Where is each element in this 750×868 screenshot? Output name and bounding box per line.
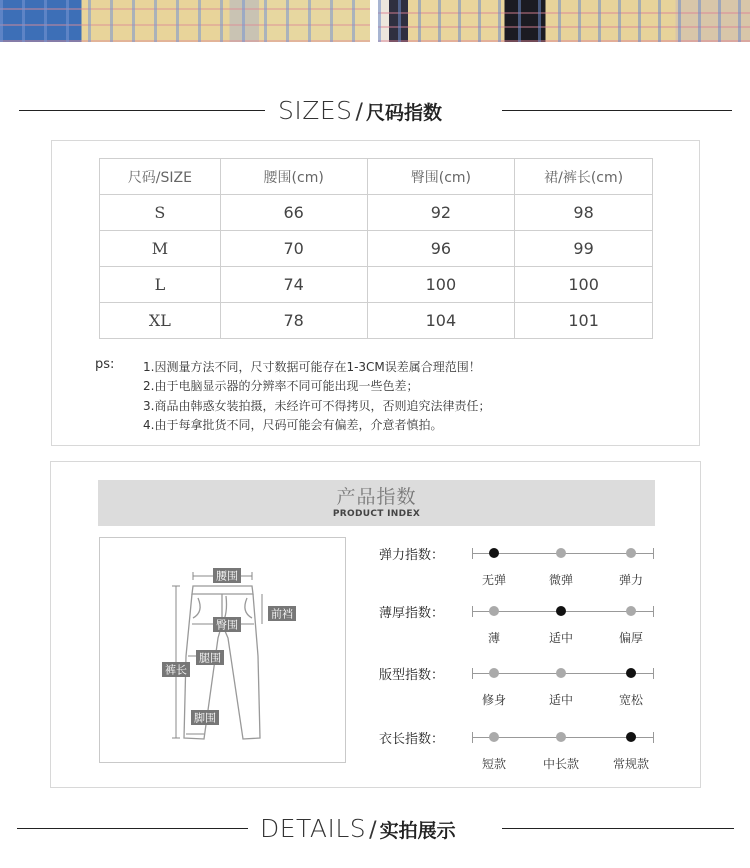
index-scale — [472, 737, 654, 771]
diagram-label-hem: 脚围 — [194, 711, 216, 725]
diagram-label-front-rise: 前裆 — [271, 607, 293, 621]
product-photo-left — [0, 0, 370, 42]
index-scale — [472, 611, 654, 645]
size-cell: L — [100, 267, 221, 303]
diagram-label-thigh: 腿围 — [199, 651, 221, 665]
waist-cell: 74 — [220, 267, 367, 303]
size-cell: XL — [100, 303, 221, 339]
length-cell: 98 — [515, 195, 653, 231]
hip-cell: 96 — [367, 231, 515, 267]
index-dot — [626, 606, 636, 616]
pants-measurement-diagram — [99, 537, 346, 763]
details-header-en: DETAILS — [260, 814, 367, 843]
index-label: 版型指数： — [379, 668, 445, 683]
length-cell: 100 — [515, 267, 653, 303]
product-photo-strip — [0, 0, 750, 42]
length-cell: 101 — [515, 303, 653, 339]
index-option: 微弹 — [548, 573, 574, 587]
length-cell: 99 — [515, 231, 653, 267]
index-dot — [556, 732, 566, 742]
size-table — [99, 158, 653, 339]
hip-cell: 92 — [367, 195, 515, 231]
index-option: 适中 — [548, 631, 574, 645]
index-dot — [556, 668, 566, 678]
thickness-index-row — [379, 602, 679, 645]
fit-index-row — [379, 664, 679, 707]
details-section-header — [0, 809, 750, 849]
sizes-header-slash: / — [355, 100, 363, 125]
index-dot — [489, 732, 499, 742]
index-option: 宽松 — [618, 693, 644, 707]
index-option: 修身 — [481, 693, 507, 707]
elasticity-index-row — [379, 544, 679, 587]
index-label: 衣长指数： — [379, 732, 445, 747]
index-option: 短款 — [481, 757, 507, 771]
note-line: 4.由于每拿批货不同，尺码可能会有偏差，介意者慎拍。 — [143, 418, 443, 432]
index-scale — [472, 673, 654, 707]
product-index-title: 产品指数 — [336, 486, 417, 508]
hip-cell: 104 — [367, 303, 515, 339]
table-row — [100, 303, 653, 339]
size-table-header-cell: 裙/裤长(cm) — [515, 159, 653, 195]
index-dot — [489, 668, 499, 678]
sizes-header-en: SIZES — [278, 96, 353, 125]
notes-label: ps: — [95, 357, 115, 372]
diagram-label-hip: 臀围 — [216, 618, 238, 632]
size-table-header-cell: 腰围(cm) — [220, 159, 367, 195]
index-option: 偏厚 — [618, 631, 644, 645]
size-chart-panel — [51, 140, 700, 446]
sizes-section-header — [0, 91, 750, 131]
diagram-label-waist: 腰围 — [216, 569, 238, 583]
waist-cell: 70 — [220, 231, 367, 267]
index-label: 薄厚指数： — [379, 606, 445, 621]
note-line: 3.商品由韩惑女装拍摄，未经许可不得拷贝，否则追究法律责任； — [143, 399, 491, 413]
index-option: 中长款 — [542, 757, 580, 771]
hip-cell: 100 — [367, 267, 515, 303]
table-row — [100, 267, 653, 303]
size-cell: M — [100, 231, 221, 267]
index-option: 适中 — [548, 693, 574, 707]
table-row — [100, 195, 653, 231]
length-index-row — [379, 728, 679, 771]
index-option: 薄 — [487, 631, 501, 645]
size-cell: S — [100, 195, 221, 231]
index-dot — [626, 548, 636, 558]
index-dot — [626, 668, 636, 678]
diagram-label-length: 裤长 — [165, 663, 187, 677]
product-index-subtitle: PRODUCT INDEX — [332, 509, 421, 519]
index-dot — [489, 606, 499, 616]
waist-cell: 66 — [220, 195, 367, 231]
table-row — [100, 231, 653, 267]
index-dot — [626, 732, 636, 742]
product-index-banner — [98, 480, 655, 526]
details-header-slash: / — [369, 818, 377, 843]
index-option: 弹力 — [618, 573, 644, 587]
size-table-header-row — [100, 159, 653, 195]
index-dot — [489, 548, 499, 558]
product-photo-right — [378, 0, 750, 42]
index-label: 弹力指数： — [379, 548, 445, 563]
note-line: 1.因测量方法不同，尺寸数据可能存在1-3CM误差属合理范围！ — [143, 360, 481, 374]
index-option: 常规款 — [612, 757, 650, 771]
size-table-header-cell: 尺码/SIZE — [100, 159, 221, 195]
index-option: 无弹 — [481, 573, 507, 587]
sizes-header-zh: 尺码指数 — [365, 102, 442, 124]
index-scale — [472, 553, 654, 587]
details-header-zh: 实拍展示 — [379, 820, 456, 842]
note-line: 2.由于电脑显示器的分辨率不同可能出现一些色差； — [143, 379, 419, 393]
waist-cell: 78 — [220, 303, 367, 339]
index-dot — [556, 548, 566, 558]
pants-outline-icon — [100, 538, 345, 762]
index-dot — [556, 606, 566, 616]
product-index-panel — [50, 461, 701, 788]
size-table-header-cell: 臀围(cm) — [367, 159, 515, 195]
